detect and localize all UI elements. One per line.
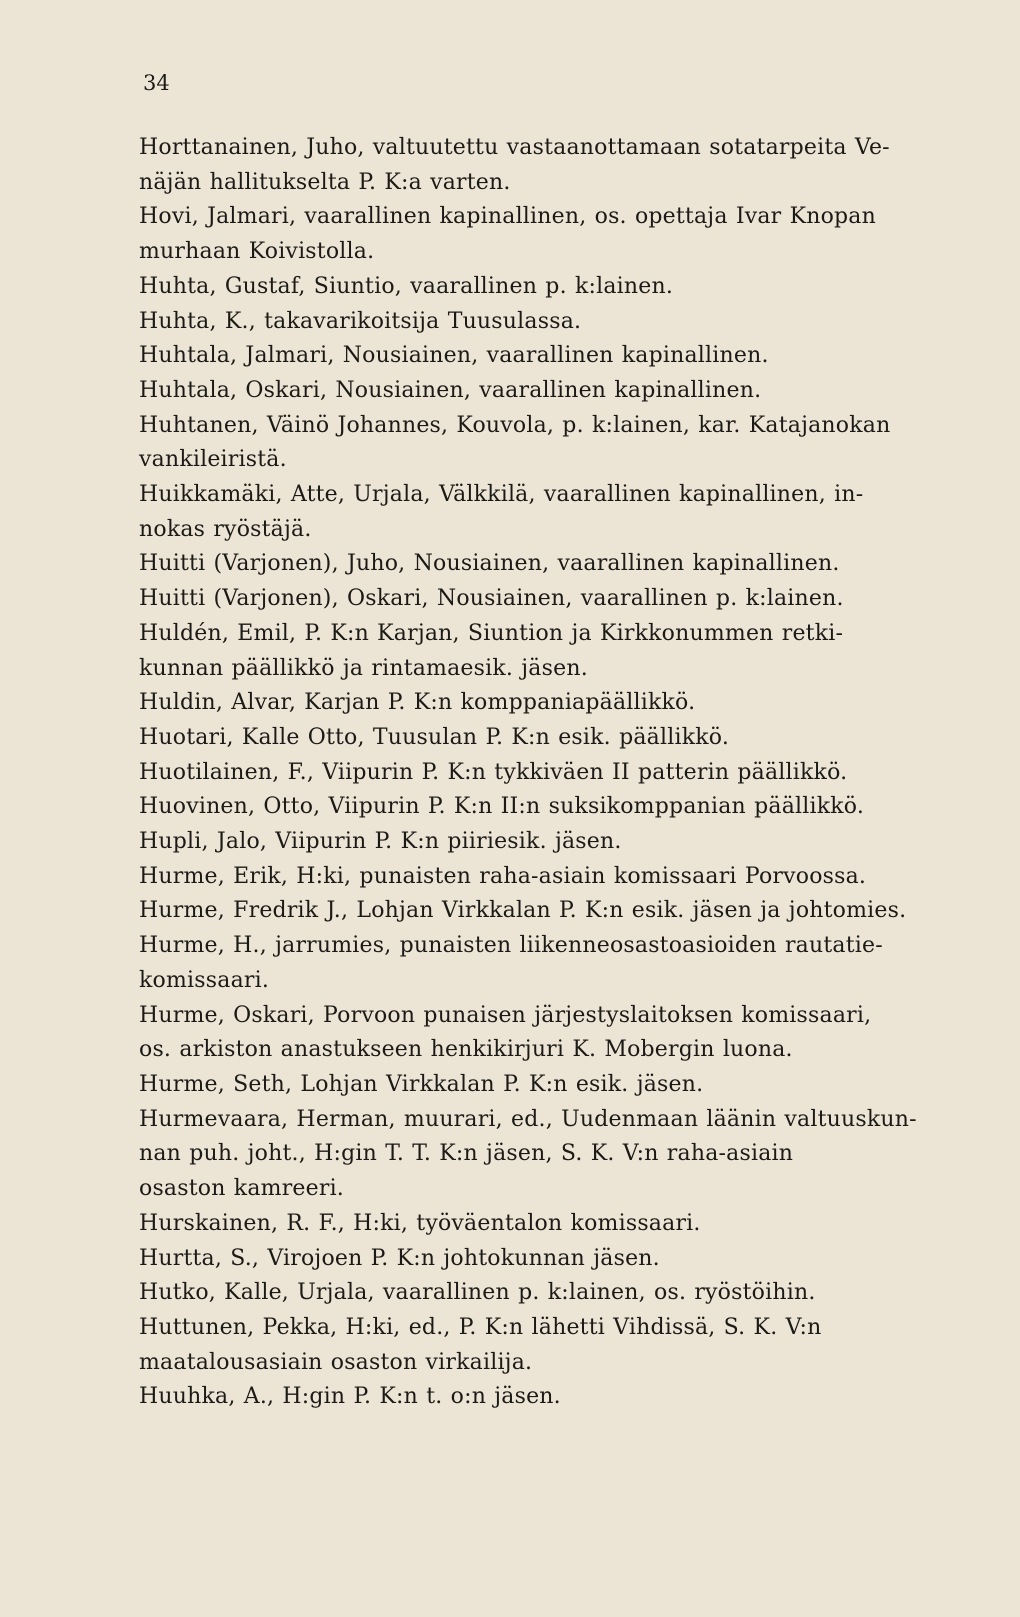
list-item [139, 305, 929, 340]
entry-line: osaston kamreeri. [139, 1176, 344, 1202]
entry-line: Huldén, Emil, P. K:n Karjan, Siuntion ja Kirkkonummen retki- [139, 620, 844, 646]
list-item [139, 894, 929, 929]
list-item [139, 1207, 929, 1242]
list-item [139, 1242, 929, 1277]
list-item [139, 1103, 929, 1207]
list-item [139, 756, 929, 791]
list-item [139, 582, 929, 617]
entry-line: komissaari. [139, 967, 270, 993]
entry-line: Huotilainen, F., Viipurin P. K:n tykkiväen II patterin päällikkö. [139, 759, 848, 785]
entry-line: Huhtanen, Väinö Johannes, Kouvola, p. k:lainen, kar. Katajanokan [139, 412, 891, 438]
entry-line: Huotari, Kalle Otto, Tuusulan P. K:n esik. päällikkö. [139, 724, 730, 750]
entry-line: Hovi, Jalmari, vaarallinen kapinallinen, os. opettaja Ivar Knopan [139, 204, 876, 230]
entry-line: näjän hallitukselta P. K:a varten. [139, 169, 511, 195]
entry-line: nokas ryöstäjä. [139, 516, 312, 542]
list-item [139, 825, 929, 860]
entry-line: nan puh. joht., H:gin T. T. K:n jäsen, S. K. V:n raha-asiain [139, 1141, 794, 1167]
entry-line: Huitti (Varjonen), Juho, Nousiainen, vaarallinen kapinallinen. [139, 551, 840, 577]
entry-line: murhaan Koivistolla. [139, 239, 375, 265]
entry-line: Huhtala, Oskari, Nousiainen, vaarallinen kapinallinen. [139, 377, 762, 403]
list-item [139, 270, 929, 305]
list-item [139, 200, 929, 269]
entry-line: Hurme, Fredrik J., Lohjan Virkkalan P. K:n esik. jäsen ja johtomies. [139, 898, 907, 924]
entry-line: Hurme, Seth, Lohjan Virkkalan P. K:n esik. jäsen. [139, 1071, 704, 1097]
entry-line: Huhta, Gustaf, Siuntio, vaarallinen p. k:lainen. [139, 273, 674, 299]
entry-line: vankileiristä. [139, 447, 287, 473]
list-item [139, 790, 929, 825]
entry-line: Hupli, Jalo, Viipurin P. K:n piiriesik. jäsen. [139, 829, 622, 855]
list-item [139, 999, 929, 1068]
entry-line: Huttunen, Pekka, H:ki, ed., P. K:n lähetti Vihdissä, S. K. V:n [139, 1314, 822, 1340]
list-item [139, 860, 929, 895]
entry-line: Hutko, Kalle, Urjala, vaarallinen p. k:lainen, os. ryöstöihin. [139, 1280, 816, 1306]
entry-line: kunnan päällikkö ja rintamaesik. jäsen. [139, 655, 588, 681]
list-item [139, 929, 929, 998]
entry-line: Hurtta, S., Virojoen P. K:n johtokunnan jäsen. [139, 1245, 660, 1271]
entry-line: Huhtala, Jalmari, Nousiainen, vaarallinen kapinallinen. [139, 343, 769, 369]
entry-line: os. arkiston anastukseen henkikirjuri K. Mobergin luona. [139, 1037, 793, 1063]
entry-line: Huitti (Varjonen), Oskari, Nousiainen, vaarallinen p. k:lainen. [139, 586, 844, 612]
page-number: 34 [143, 71, 170, 95]
entry-line: Hurme, Erik, H:ki, punaisten raha-asiain komissaari Porvoossa. [139, 863, 867, 889]
entry-line: Horttanainen, Juho, valtuutettu vastaanottamaan sotatarpeita Ve- [139, 135, 890, 160]
list-item [139, 686, 929, 721]
entry-line: Hurme, H., jarrumies, punaisten liikenneosastoasioiden rautatie- [139, 933, 883, 959]
list-item [139, 374, 929, 409]
list-item [139, 721, 929, 756]
list-item [139, 617, 929, 686]
list-item [139, 1380, 929, 1415]
list-item [139, 1311, 929, 1380]
list-item [139, 547, 929, 582]
entry-line: Hurmevaara, Herman, muurari, ed., Uudenmaan läänin valtuuskun- [139, 1106, 917, 1132]
list-item [139, 478, 929, 547]
list-item [139, 339, 929, 374]
entry-line: Huhta, K., takavarikoitsija Tuusulassa. [139, 308, 582, 334]
entry-list [139, 131, 929, 1415]
entry-line: maatalousasiain osaston virkailija. [139, 1349, 533, 1375]
entry-line: Huovinen, Otto, Viipurin P. K:n II:n suksikomppanian päällikkö. [139, 794, 865, 820]
list-item [139, 1068, 929, 1103]
entry-line: Huikkamäki, Atte, Urjala, Välkkilä, vaarallinen kapinallinen, in- [139, 482, 864, 508]
list-item [139, 131, 929, 200]
entry-line: Hurme, Oskari, Porvoon punaisen järjestyslaitoksen komissaari, [139, 1002, 872, 1028]
entry-line: Huldin, Alvar, Karjan P. K:n komppaniapäällikkö. [139, 690, 696, 716]
list-item [139, 409, 929, 478]
entry-line: Huuhka, A., H:gin P. K:n t. o:n jäsen. [139, 1384, 561, 1410]
entry-line: Hurskainen, R. F., H:ki, työväentalon komissaari. [139, 1210, 701, 1236]
list-item [139, 1276, 929, 1311]
